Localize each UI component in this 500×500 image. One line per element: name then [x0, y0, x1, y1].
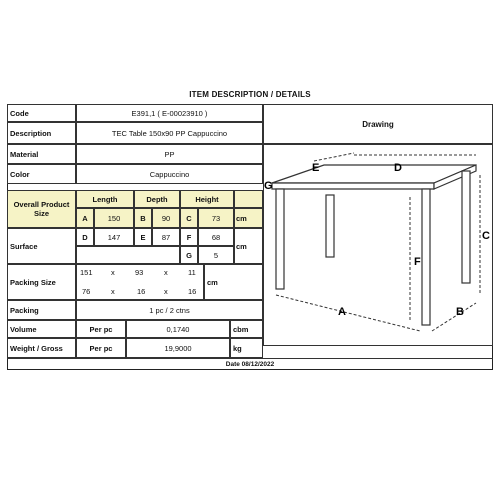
surface-d-key: D: [76, 228, 94, 246]
pack1-a: 151: [80, 268, 93, 277]
surface-f-key: F: [180, 228, 198, 246]
label-b: B: [456, 306, 464, 318]
volume-per: Per pc: [76, 320, 126, 338]
surface-g-value: 5: [198, 246, 234, 264]
material-label: Material: [7, 144, 76, 164]
overall-size-text: Overall Product Size: [13, 200, 70, 218]
pack2-c: 16: [188, 287, 197, 296]
depth-value: 90: [152, 208, 180, 228]
tabletop-front: [272, 183, 434, 189]
pack2-a: 76: [82, 287, 91, 296]
dim-line-a: [276, 295, 420, 331]
dim-line-b: [432, 303, 476, 331]
leg-front-left: [276, 189, 284, 289]
depth-header: Depth: [134, 190, 180, 208]
height-key: C: [180, 208, 198, 228]
label-e: E: [312, 162, 320, 174]
height-value: 73: [198, 208, 234, 228]
weight-per: Per pc: [76, 338, 126, 358]
pack2-x2: x: [164, 287, 168, 296]
surface-d-value: 147: [94, 228, 134, 246]
volume-unit: cbm: [230, 320, 263, 338]
date-footer: Date 08/12/2022: [7, 358, 493, 370]
surface-label: Surface: [7, 228, 76, 264]
surface-empty: [76, 246, 180, 264]
color-label: Color: [7, 164, 76, 184]
pack1-x2: x: [164, 268, 168, 277]
surface-e-key: E: [134, 228, 152, 246]
header-spacer: [234, 190, 263, 208]
page-title: ITEM DESCRIPTION / DETAILS: [189, 90, 311, 99]
drawing-label: Drawing: [362, 119, 394, 129]
label-a: A: [338, 306, 346, 318]
dim-line-e: [314, 153, 354, 161]
surface-g-key: G: [180, 246, 198, 264]
material-value: PP: [76, 144, 263, 164]
pack2-x1: x: [111, 287, 115, 296]
depth-key: B: [134, 208, 152, 228]
leg-back-left: [326, 195, 334, 257]
pack1-x1: x: [111, 268, 115, 277]
surface-f-value: 68: [198, 228, 234, 246]
leg-back-right: [462, 171, 470, 283]
leg-front-right: [422, 189, 430, 325]
drawing-panel: [263, 144, 493, 346]
table-drawing: [264, 145, 494, 347]
weight-label: Weight / Gross: [7, 338, 76, 358]
surface-e-value: 87: [152, 228, 180, 246]
packing-value: 1 pc / 2 ctns: [76, 300, 263, 320]
weight-value: 19,9000: [126, 338, 230, 358]
length-value: 150: [94, 208, 134, 228]
color-value: Cappuccino: [76, 164, 263, 184]
packing-size-label: Packing Size: [7, 264, 76, 300]
overall-unit: cm: [234, 208, 263, 228]
weight-unit: kg: [230, 338, 263, 358]
label-c: C: [482, 230, 490, 242]
length-header: Length: [76, 190, 134, 208]
pack2-b: 16: [137, 287, 146, 296]
overall-size-label: [7, 190, 76, 228]
surface-unit: cm: [234, 228, 263, 264]
length-key: A: [76, 208, 94, 228]
height-header: Height: [180, 190, 234, 208]
volume-value: 0,1740: [126, 320, 230, 338]
packing-label: Packing: [7, 300, 76, 320]
pack1-b: 93: [135, 268, 144, 277]
packing-size-unit: cm: [204, 264, 263, 300]
code-value: E391,1 ( E-00023910 ): [76, 104, 263, 122]
label-d: D: [394, 162, 402, 174]
volume-label: Volume: [7, 320, 76, 338]
pack1-c: 11: [188, 268, 196, 277]
drawing-header: [263, 104, 493, 144]
label-g: G: [264, 180, 273, 192]
label-f: F: [414, 256, 421, 268]
description-label: Description: [7, 122, 76, 144]
description-value: TEC Table 150x90 PP Cappuccino: [76, 122, 263, 144]
code-label: Code: [7, 104, 76, 122]
